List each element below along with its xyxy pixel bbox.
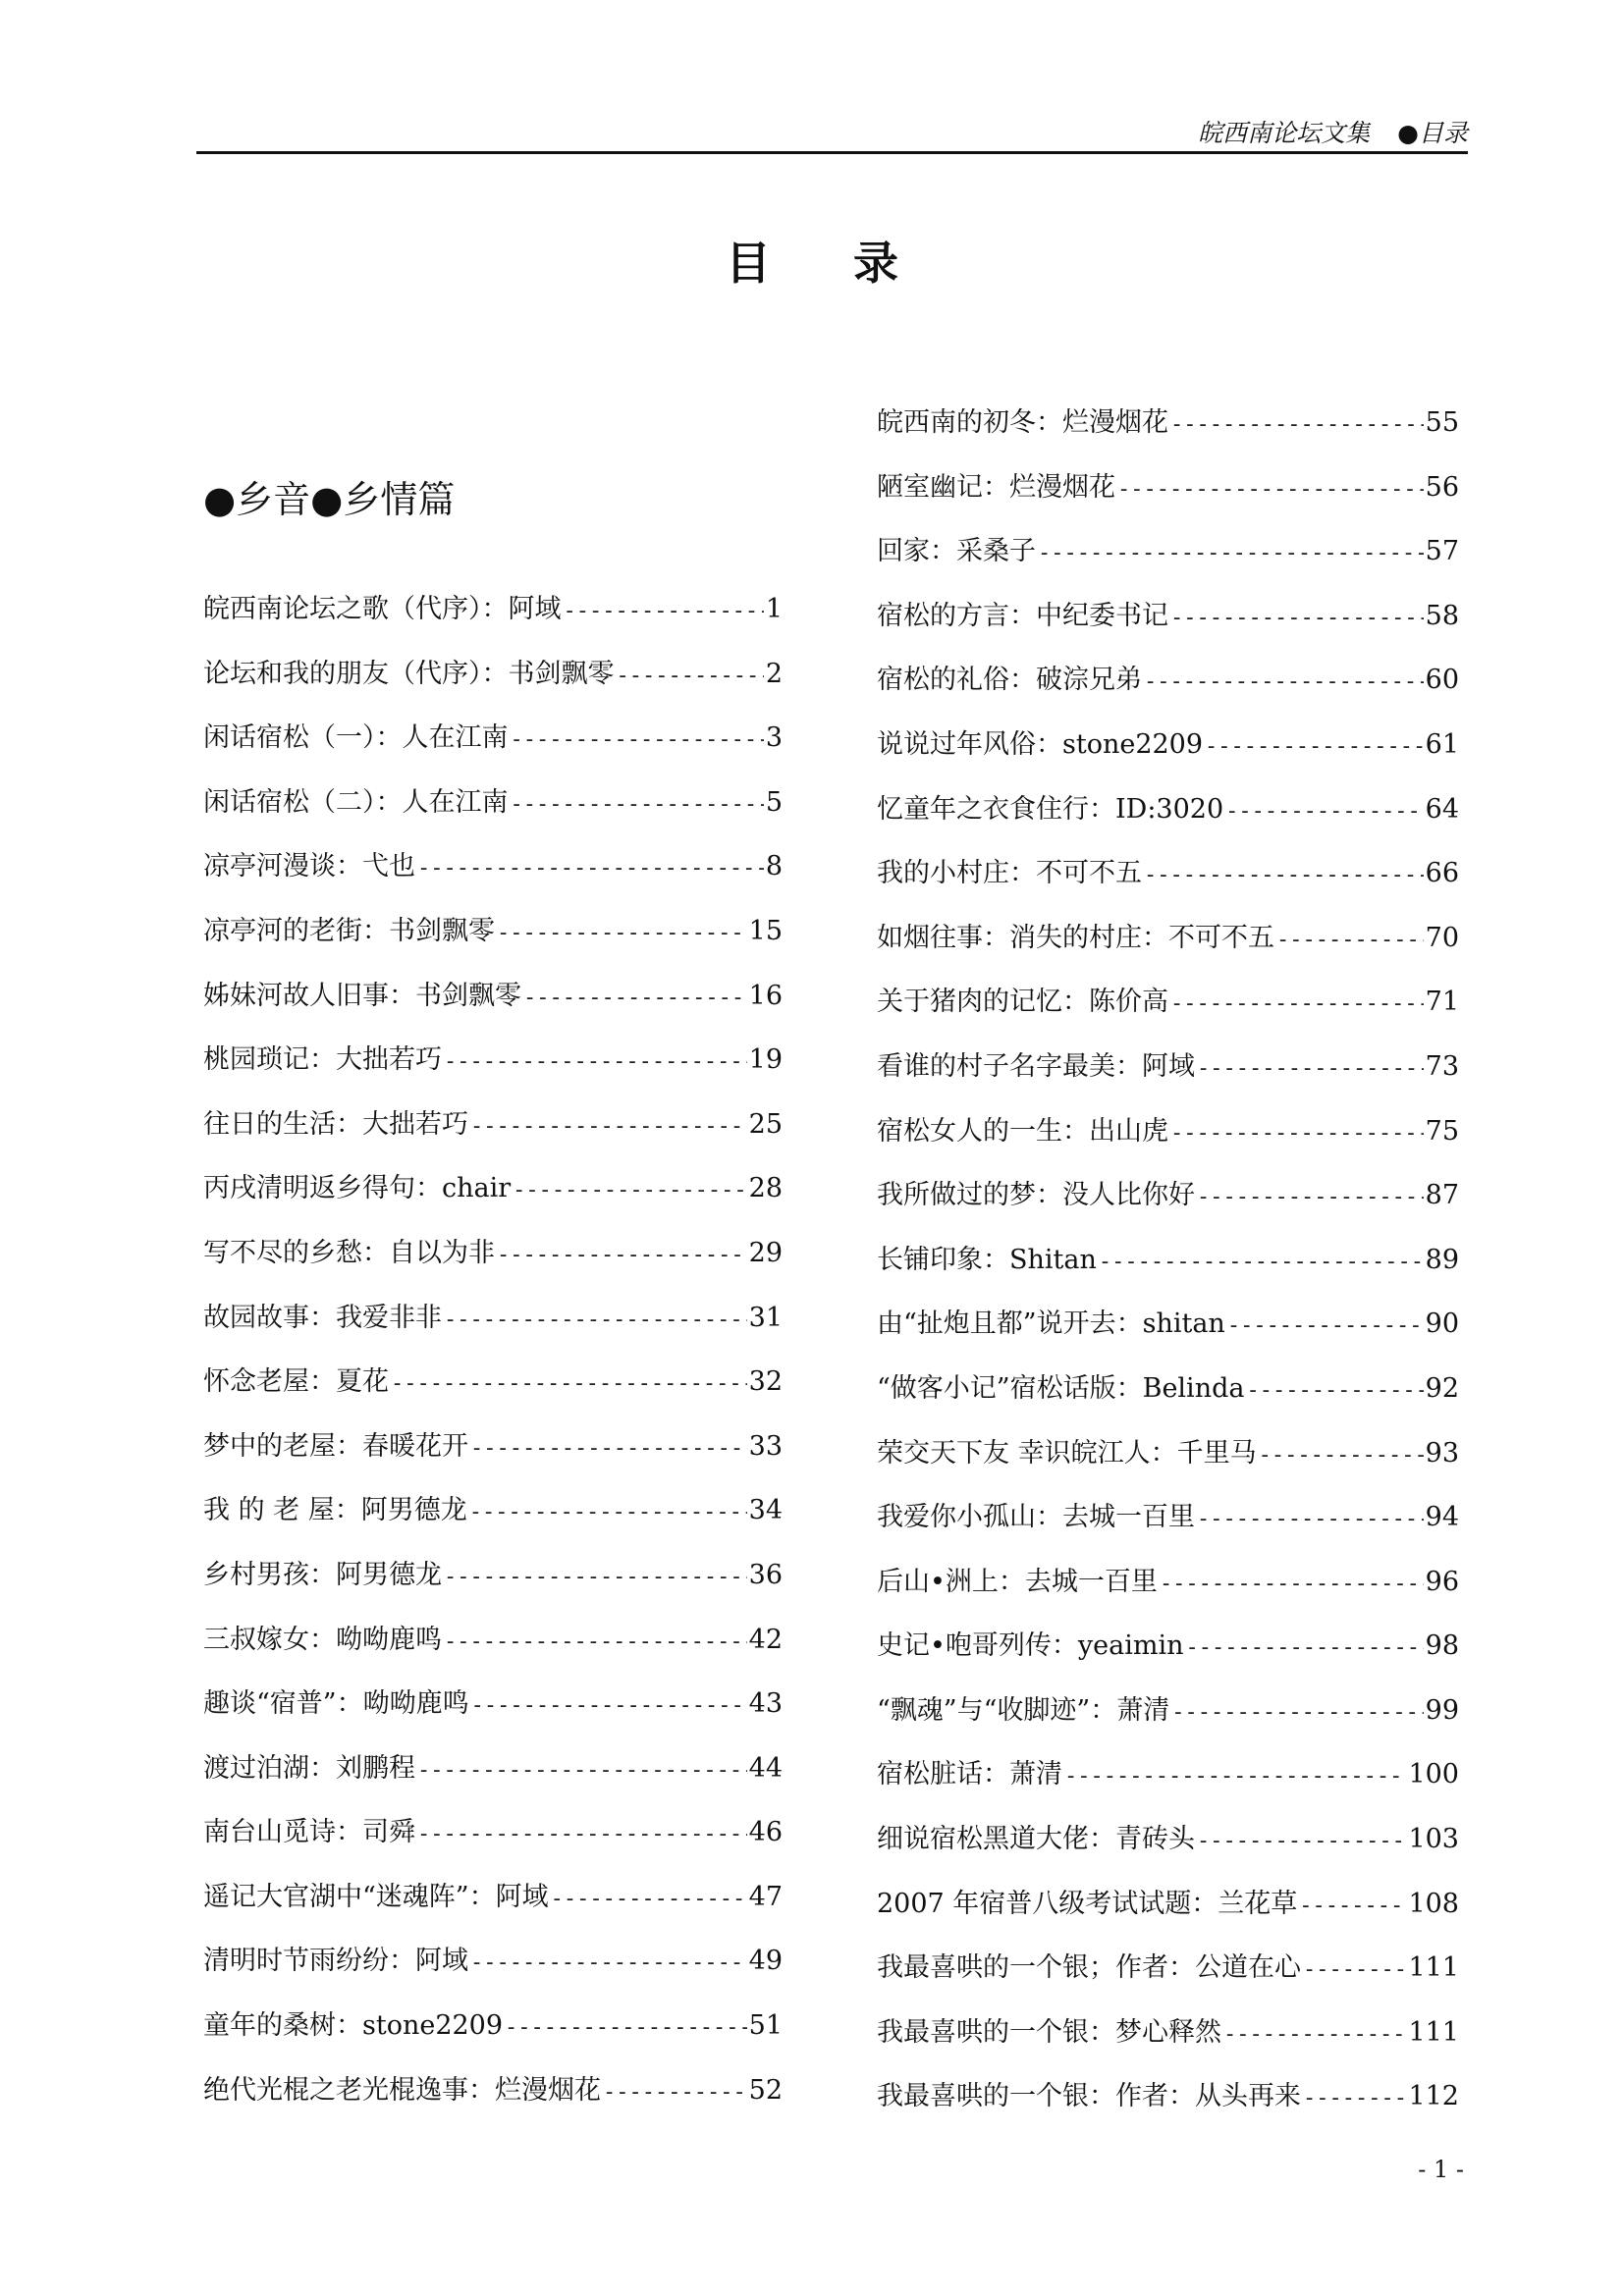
toc-entry-page: 58: [1425, 600, 1459, 631]
toc-entry-page: 94: [1425, 1502, 1459, 1533]
toc-entry-page: 57: [1425, 536, 1459, 567]
toc-leader: [1276, 928, 1424, 952]
toc-entry-page: 87: [1425, 1180, 1459, 1211]
toc-entry-title: 桃园琐记：大拙若巧: [203, 1044, 442, 1076]
toc-entry-page: 96: [1425, 1566, 1459, 1597]
toc-entry[interactable]: [203, 1360, 783, 1424]
toc-entry-title: 怀念老屋：夏花: [203, 1366, 389, 1398]
toc-left-column: [203, 587, 783, 2132]
toc-entry[interactable]: [877, 465, 1459, 530]
toc-entry-title: 我所做过的梦：没人比你好: [877, 1180, 1195, 1211]
toc-entry-page: 16: [748, 980, 783, 1011]
toc-entry-title: 皖西南论坛之歌（代序）：阿域: [203, 594, 562, 624]
toc-entry[interactable]: [877, 851, 1459, 916]
toc-right-column: [877, 400, 1459, 2139]
toc-entry-page: 111: [1408, 1952, 1459, 1984]
toc-entry[interactable]: [203, 1488, 783, 1553]
section-name: ●目录: [1397, 119, 1468, 147]
toc-leader: [1197, 1829, 1406, 1853]
toc-entry[interactable]: [203, 716, 783, 780]
toc-leader: [417, 1822, 747, 1846]
toc-leader: [1171, 1700, 1423, 1725]
toc-entry[interactable]: [877, 1431, 1459, 1496]
toc-leader: [1223, 2022, 1406, 2047]
toc-leader: [523, 986, 747, 1010]
toc-entry-page: 100: [1408, 1759, 1459, 1790]
toc-leader: [1170, 606, 1424, 630]
toc-entry[interactable]: [203, 1166, 783, 1231]
toc-entry[interactable]: [877, 1238, 1459, 1303]
toc-entry-page: 3: [765, 722, 783, 754]
toc-entry-title: 史记•咆哥列传：yeaimin: [877, 1630, 1184, 1662]
toc-entry-title: 忆童年之衣食住行：ID:3020: [877, 793, 1224, 825]
toc-leader: [1186, 1635, 1424, 1660]
toc-leader: [1303, 1957, 1406, 1982]
toc-entry[interactable]: [203, 2003, 783, 2068]
toc-entry[interactable]: [877, 1624, 1459, 1688]
toc-entry-title: 乡村男孩：阿男德龙: [203, 1559, 442, 1590]
toc-entry-page: 29: [748, 1237, 783, 1268]
toc-entry-page: 66: [1425, 858, 1459, 889]
toc-entry-title: 宿松脏话：萧清: [877, 1759, 1062, 1790]
toc-entry-title: 2007 年宿普八级考试试题：兰花草: [877, 1888, 1298, 1919]
toc-entry[interactable]: [877, 529, 1459, 594]
toc-entry-page: 34: [748, 1495, 783, 1526]
toc-entry[interactable]: [877, 1366, 1459, 1431]
toc-entry[interactable]: [203, 1682, 783, 1746]
toc-entry-page: 75: [1425, 1115, 1459, 1147]
toc-entry-title: 南台山觅诗：司舜: [203, 1817, 415, 1848]
toc-leader: [1170, 412, 1424, 437]
toc-leader: [444, 1049, 747, 1074]
toc-entry-title: 关于猪肉的记忆：陈价高: [877, 987, 1168, 1018]
toc-entry-page: 43: [748, 1688, 783, 1720]
toc-entry[interactable]: [877, 1495, 1459, 1560]
toc-leader: [469, 1500, 747, 1524]
toc-entry-title: “飘魂”与“收脚迹”：萧清: [877, 1694, 1170, 1726]
toc-entry-title: 陋室幽记：烂漫烟花: [877, 471, 1115, 503]
collection-name: 皖西南论坛文集: [1198, 119, 1371, 147]
toc-entry[interactable]: [203, 844, 783, 909]
toc-entry-page: 89: [1425, 1244, 1459, 1275]
toc-entry[interactable]: [203, 1038, 783, 1102]
toc-entry-title: 凉亭河漫谈：弋也: [203, 851, 415, 882]
toc-entry-page: 25: [748, 1108, 783, 1140]
toc-entry-title: 宿松女人的一生：出山虎: [877, 1115, 1168, 1147]
toc-entry-page: 93: [1425, 1437, 1459, 1468]
toc-entry-page: 32: [748, 1366, 783, 1398]
toc-entry-title: 趣谈“宿普”：呦呦鹿鸣: [203, 1688, 469, 1720]
running-header-text: [1170, 114, 1468, 149]
toc-entry-title: 往日的生活：大拙若巧: [203, 1108, 468, 1140]
toc-entry-title: 看谁的村子名字最美：阿域: [877, 1050, 1195, 1082]
toc-entry-page: 31: [748, 1302, 783, 1333]
toc-entry-page: 8: [765, 851, 783, 882]
toc-entry[interactable]: [877, 916, 1459, 981]
toc-entry-title: 我 的 老 屋：阿男德龙: [203, 1495, 467, 1526]
toc-entry-title: 我最喜哄的一个银；作者：公道在心: [877, 1952, 1301, 1984]
toc-entry[interactable]: [877, 1173, 1459, 1238]
toc-entry-title: 说说过年风俗：stone2209: [877, 728, 1204, 760]
toc-leader: [1170, 1121, 1424, 1146]
toc-entry-title: 我最喜哄的一个银：梦心释然: [877, 2016, 1221, 2048]
toc-entry-title: 三叔嫁女：呦呦鹿鸣: [203, 1624, 442, 1655]
toc-entry-page: 42: [748, 1624, 783, 1655]
page-number: - 1 -: [1418, 2156, 1464, 2183]
toc-entry[interactable]: [203, 1231, 783, 1296]
toc-entry[interactable]: [203, 909, 783, 974]
toc-entry-title: 我最喜哄的一个银：作者：从头再来: [877, 2081, 1301, 2112]
toc-entry-title: 丙戌清明返乡得句：chair: [203, 1173, 512, 1204]
toc-entry-title: 论坛和我的朋友（代序）：书剑飘零: [203, 658, 615, 689]
toc-leader: [444, 1308, 747, 1332]
toc-entry-page: 33: [748, 1430, 783, 1462]
toc-entry[interactable]: [877, 1109, 1459, 1174]
toc-leader: [551, 1887, 747, 1911]
toc-entry[interactable]: [877, 722, 1459, 787]
toc-entry-title: 凉亭河的老街：书剑飘零: [203, 915, 495, 946]
toc-entry[interactable]: [877, 658, 1459, 722]
toc-entry[interactable]: [203, 1939, 783, 2003]
toc-leader: [511, 792, 764, 817]
toc-entry[interactable]: [203, 587, 783, 652]
toc-entry[interactable]: [203, 1553, 783, 1618]
toc-entry-title: 后山•洲上：去城一百里: [877, 1566, 1158, 1597]
toc-entry[interactable]: [877, 2010, 1459, 2075]
toc-entry-title: 梦中的老屋：春暖花开: [203, 1430, 468, 1462]
toc-leader: [513, 1178, 746, 1202]
toc-entry-title: 闲话宿松（二）：人在江南: [203, 786, 509, 818]
toc-leader: [1117, 477, 1424, 502]
page-title: 目 录: [725, 237, 932, 290]
toc-entry[interactable]: [203, 1296, 783, 1361]
toc-leader: [417, 856, 764, 881]
toc-leader: [1197, 1185, 1424, 1209]
toc-entry[interactable]: [877, 1946, 1459, 2010]
toc-entry[interactable]: [877, 400, 1459, 465]
toc-entry-title: 细说宿松黑道大佬：青砖头: [877, 1824, 1195, 1855]
toc-leader: [1246, 1378, 1423, 1403]
toc-entry-page: 56: [1425, 471, 1459, 503]
toc-leader: [391, 1371, 747, 1396]
toc-entry-title: 皖西南的初冬：烂漫烟花: [877, 407, 1168, 438]
toc-entry-page: 2: [765, 658, 783, 689]
toc-entry[interactable]: [877, 2074, 1459, 2139]
toc-leader: [497, 921, 747, 945]
toc-entry-page: 52: [748, 2074, 783, 2106]
toc-entry-page: 70: [1425, 922, 1459, 953]
toc-leader: [444, 1565, 747, 1589]
toc-leader: [471, 1693, 747, 1718]
toc-leader: [1170, 991, 1424, 1016]
toc-entry-title: 我爱你小孤山：去城一百里: [877, 1502, 1195, 1533]
toc-entry[interactable]: [877, 1752, 1459, 1817]
toc-entry-title: 如烟往事：消失的村庄：不可不五: [877, 922, 1274, 953]
toc-entry[interactable]: [203, 974, 783, 1039]
toc-entry-title: 宿松的方言：中纪委书记: [877, 600, 1168, 631]
toc-entry[interactable]: [877, 1302, 1459, 1366]
toc-leader: [603, 2080, 747, 2105]
toc-entry-title: 闲话宿松（一）：人在江南: [203, 722, 509, 754]
toc-entry-page: 28: [748, 1173, 783, 1204]
toc-leader: [1038, 541, 1424, 565]
toc-leader: [505, 2015, 747, 2040]
toc-entry-page: 108: [1408, 1888, 1459, 1919]
toc-entry-page: 103: [1408, 1824, 1459, 1855]
toc-entry-page: 47: [748, 1881, 783, 1912]
toc-entry-page: 64: [1425, 793, 1459, 825]
toc-entry-page: 99: [1425, 1694, 1459, 1726]
toc-entry-title: 长铺印象：Shitan: [877, 1244, 1097, 1275]
toc-entry-title: 故园故事：我爱非非: [203, 1302, 442, 1333]
toc-leader: [1197, 1056, 1424, 1081]
toc-entry[interactable]: [203, 780, 783, 845]
running-header: [196, 110, 1468, 154]
toc-entry[interactable]: [877, 980, 1459, 1044]
toc-entry-title: 回家：采桑子: [877, 536, 1036, 567]
toc-entry[interactable]: [877, 1882, 1459, 1947]
toc-leader: [1227, 1313, 1424, 1338]
toc-entry-title: 由“扯炮且都”说开去：shitan: [877, 1308, 1225, 1340]
toc-leader: [1259, 1443, 1424, 1468]
toc-entry-title: 绝代光棍之老光棍逸事：烂漫烟花: [203, 2074, 601, 2106]
toc-entry[interactable]: [877, 1688, 1459, 1753]
toc-entry-page: 55: [1425, 407, 1459, 438]
toc-entry-title: 遥记大官湖中“迷魂阵”：阿域: [203, 1881, 549, 1912]
toc-leader: [470, 1950, 747, 1975]
toc-entry-page: 60: [1425, 665, 1459, 696]
toc-entry-title: 写不尽的乡愁：自以为非: [203, 1237, 495, 1268]
toc-leader: [1144, 669, 1424, 694]
toc-entry-page: 111: [1408, 2016, 1459, 2048]
toc-leader: [1303, 2086, 1406, 2110]
toc-entry[interactable]: [203, 1810, 783, 1875]
toc-entry-page: 44: [748, 1752, 783, 1784]
toc-leader: [511, 727, 764, 752]
toc-entry[interactable]: [877, 787, 1459, 852]
toc-leader: [417, 1758, 747, 1783]
toc-entry-title: 童年的桑树：stone2209: [203, 2010, 504, 2042]
toc-leader: [470, 1114, 747, 1139]
toc-entry-page: 112: [1408, 2081, 1459, 2112]
toc-leader: [1160, 1572, 1424, 1596]
toc-entry-page: 90: [1425, 1308, 1459, 1340]
toc-entry[interactable]: [877, 1817, 1459, 1882]
toc-entry[interactable]: [203, 1424, 783, 1489]
toc-leader: [1064, 1764, 1406, 1789]
toc-leader: [1144, 863, 1424, 887]
toc-entry-page: 49: [748, 1946, 783, 1977]
toc-leader: [1197, 1507, 1424, 1531]
toc-entry[interactable]: [203, 1618, 783, 1682]
toc-entry-page: 15: [748, 915, 783, 946]
toc-entry-page: 51: [748, 2010, 783, 2042]
toc-entry-page: 5: [765, 786, 783, 818]
toc-entry-page: 61: [1425, 728, 1459, 760]
toc-entry[interactable]: [203, 1875, 783, 1940]
toc-leader: [497, 1243, 747, 1267]
toc-entry[interactable]: [203, 652, 783, 717]
toc-entry-page: 71: [1425, 987, 1459, 1018]
toc-entry-page: 19: [748, 1044, 783, 1076]
toc-leader: [470, 1436, 747, 1461]
toc-entry[interactable]: [877, 1560, 1459, 1625]
toc-leader: [1205, 734, 1424, 759]
toc-entry-page: 36: [748, 1559, 783, 1590]
toc-leader: [444, 1629, 747, 1654]
toc-entry-title: 渡过泊湖：刘鹏程: [203, 1752, 415, 1784]
toc-leader: [1225, 799, 1424, 824]
toc-entry[interactable]: [203, 2068, 783, 2133]
toc-entry-page: 98: [1425, 1630, 1459, 1662]
toc-entry-title: 清明时节雨纷纷：阿域: [203, 1946, 468, 1977]
toc-entry-title: “做客小记”宿松话版：Belinda: [877, 1372, 1245, 1404]
toc-entry-title: 姊妹河故人旧事：书剑飘零: [203, 980, 521, 1011]
toc-entry[interactable]: [877, 594, 1459, 659]
toc-entry[interactable]: [203, 1746, 783, 1811]
section-heading: ●乡音●乡情篇: [203, 478, 456, 521]
toc-entry[interactable]: [877, 1044, 1459, 1109]
toc-leader: [1299, 1894, 1406, 1918]
toc-entry-page: 73: [1425, 1050, 1459, 1082]
toc-entry-title: 我的小村庄：不可不五: [877, 858, 1142, 889]
toc-entry-page: 92: [1425, 1372, 1459, 1404]
toc-leader: [564, 599, 764, 623]
toc-entry-title: 荣交天下友 幸识皖江人：千里马: [877, 1437, 1257, 1468]
toc-leader: [1099, 1250, 1424, 1274]
toc-leader: [617, 664, 764, 688]
toc-entry-page: 46: [748, 1817, 783, 1848]
toc-entry[interactable]: [203, 1102, 783, 1167]
toc-entry-page: 1: [765, 594, 783, 624]
toc-entry-title: 宿松的礼俗：破淙兄弟: [877, 665, 1142, 696]
